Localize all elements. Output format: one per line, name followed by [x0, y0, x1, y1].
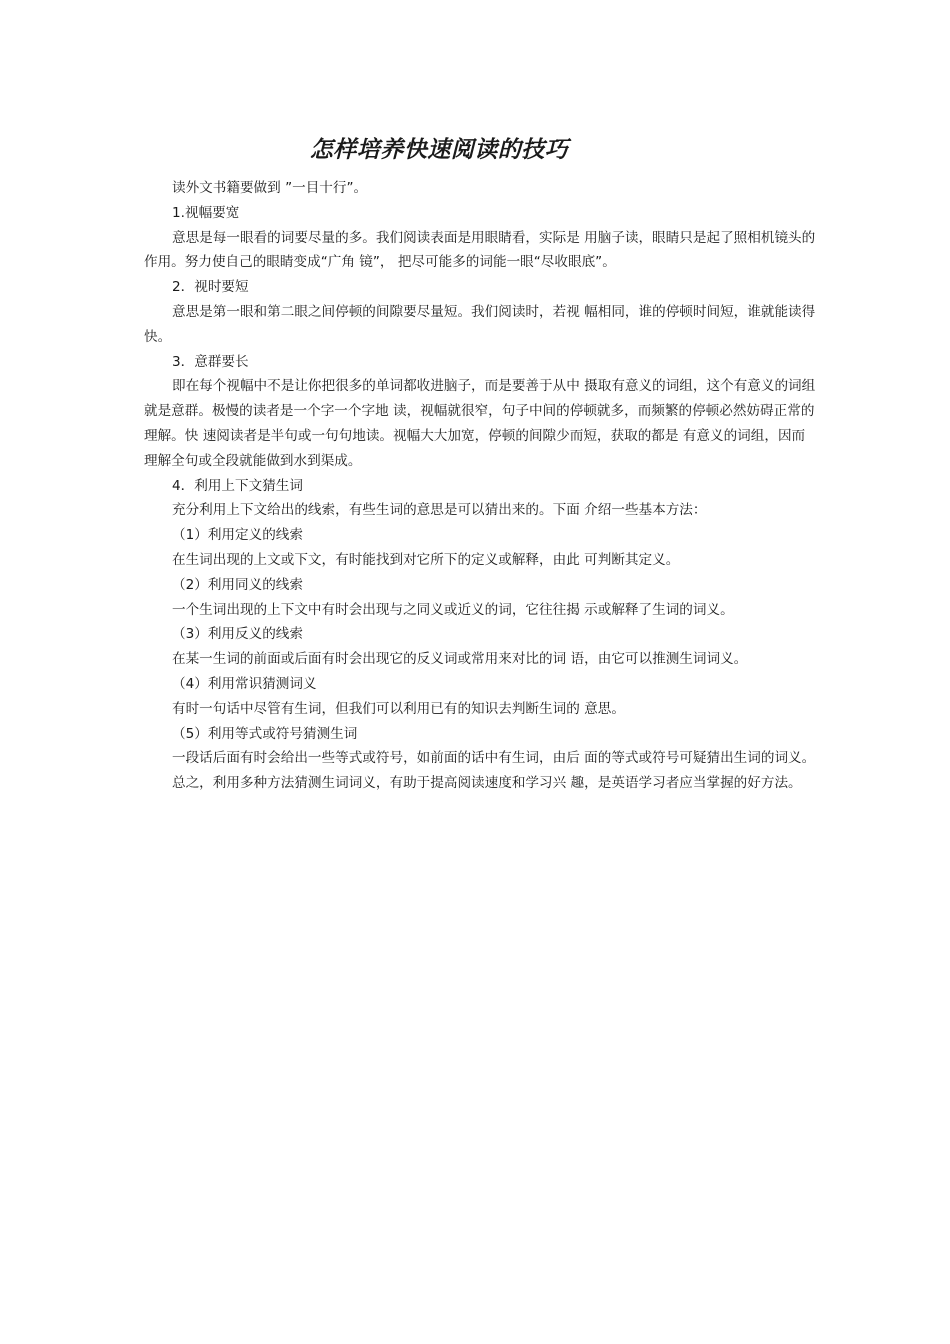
paragraph: 即在每个视幅中不是让你把很多的单词都收进脑子，而是要善于从中 摄取有意义的词组，这个有意义的词组就是意群。极慢的读者是一个字一个字地 读，视幅就很窄，句子中间的停顿就多，而频繁的停顿必然妨碍正常的理解。快 速阅读者是半句或一句句地读。视幅大大加宽，停顿的间隙少而短，获取的都是 有意义的词组，因而理解全句或全段就能做到水到渠成。 — [144, 378, 816, 469]
paragraph: 有时一句话中尽管有生词，但我们可以利用已有的知识去判断生词的 意思。 — [172, 700, 625, 717]
section-heading: 4．利用上下文猜生词 — [172, 477, 303, 494]
paragraph: 意思是第一眼和第二眼之间停顿的间隙要尽量短。我们阅读时，若视 幅相同，谁的停顿时间短，谁就能读得快。 — [144, 303, 816, 345]
paragraph: 读外文书籍要做到 ”一目十行”。 — [172, 180, 368, 196]
paragraph: 一段话后面有时会给出一些等式或符号，如前面的话中有生词，由后 面的等式或符号可疑猜出生词的词义。 — [172, 750, 816, 767]
paragraph: 在某一生词的前面或后面有时会出现它的反义词或常用来对比的词 语，由它可以推测生词词义。 — [172, 651, 748, 668]
paragraph: 意思是每一眼看的词要尽量的多。我们阅读表面是用眼睛看，实际是 用脑子读，眼睛只是起了照相机镜头的作用。努力使自己的眼睛变成“广角 镜”， 把尽可能多的词能一眼“尽收眼底”。 — [144, 229, 816, 271]
document-body — [144, 176, 816, 796]
section-heading: 2．视时要短 — [172, 279, 249, 296]
sub-heading: （1）利用定义的线索 — [172, 527, 303, 544]
sub-heading: （5）利用等式或符号猜测生词 — [172, 725, 358, 742]
document-title: 怎样培养快速阅读的技巧 — [309, 137, 569, 163]
section-heading: 1.视幅要宽 — [172, 204, 240, 221]
sub-heading: （3）利用反义的线索 — [172, 626, 303, 643]
paragraph: 总之，利用多种方法猜测生词词义，有助于提高阅读速度和学习兴 趣，是英语学习者应当掌握的好方法。 — [172, 775, 802, 792]
paragraph: 一个生词出现的上下文中有时会出现与之同义或近义的词，它往往揭 示或解释了生词的词义。 — [172, 601, 734, 618]
sub-heading: （4）利用常识猜测词义 — [172, 675, 317, 692]
paragraph: 在生词出现的上文或下文，有时能找到对它所下的定义或解释，由此 可判断其定义。 — [172, 551, 680, 568]
sub-heading: （2）利用同义的线索 — [172, 576, 303, 593]
paragraph: 充分利用上下文给出的线索，有些生词的意思是可以猜出来的。下面 介绍一些基本方法： — [172, 502, 707, 519]
section-heading: 3．意群要长 — [172, 353, 249, 370]
